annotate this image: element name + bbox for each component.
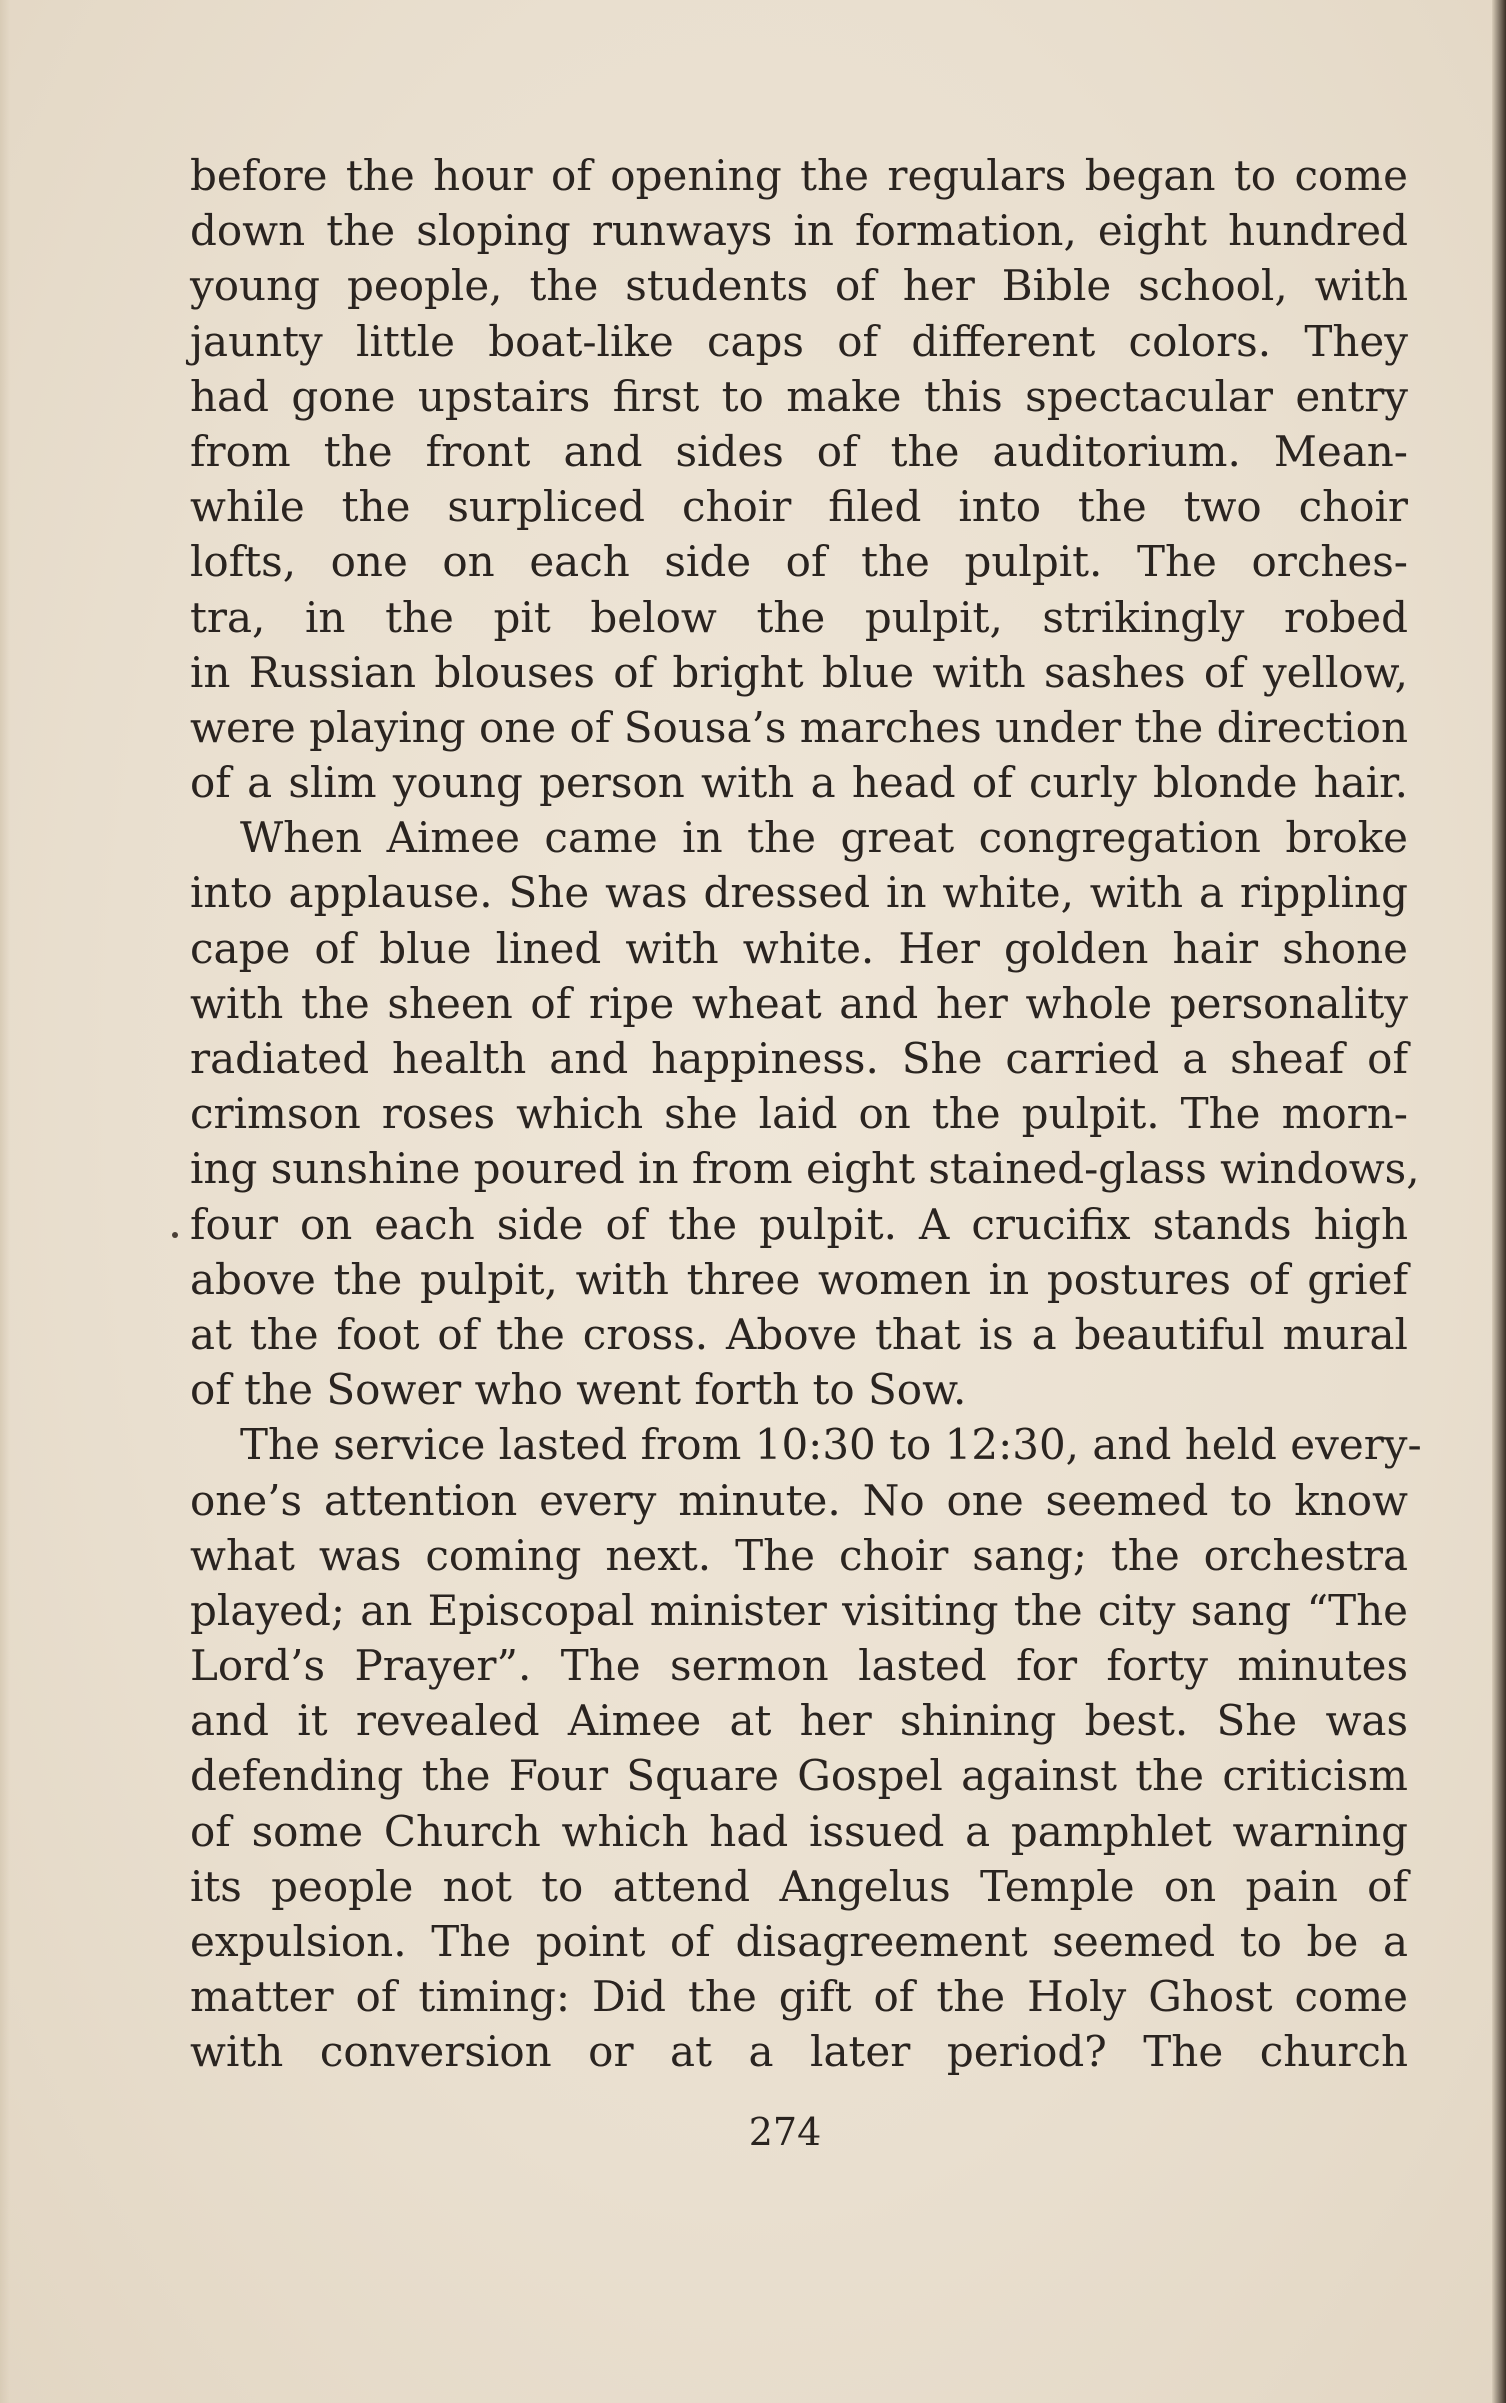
text-line: while the surpliced choir filed into the two choir (190, 482, 1408, 532)
text-line: what was coming next. The choir sang; the orchestra (190, 1530, 1408, 1580)
text-line: into applause. She was dressed in white, with a rippling (190, 868, 1408, 918)
text-line: one’s attention every minute. No one seemed to know (190, 1475, 1408, 1525)
text-line: with conversion or at a later period? The church (190, 2027, 1408, 2077)
text-line: matter of timing: Did the gift of the Holy Ghost come (190, 1972, 1408, 2022)
text-line: with the sheen of ripe wheat and her whole personality (190, 978, 1408, 1028)
body-text (190, 148, 1422, 2080)
text-line: from the front and sides of the auditorium. Mean- (190, 426, 1408, 476)
text-line: tra, in the pit below the pulpit, strikingly robed (190, 592, 1408, 642)
text-line: and it revealed Aimee at her shining best. She was (190, 1696, 1408, 1746)
text-line: were playing one of Sousa’s marches under the direction (190, 702, 1408, 752)
text-line: lofts, one on each side of the pulpit. The orches- (190, 537, 1408, 587)
text-line: at the foot of the cross. Above that is a beautiful mural (190, 1309, 1408, 1359)
text-line: before the hour of opening the regulars began to come (190, 151, 1408, 200)
text-line: had gone upstairs first to make this spectacular entry (190, 371, 1408, 421)
text-line: When Aimee came in the great congregation broke (240, 813, 1408, 863)
paragraph-1 (190, 148, 1408, 810)
text-line: of the Sower who went forth to Sow. (190, 1365, 967, 1415)
text-line: The service lasted from 10:30 to 12:30, and held every- (240, 1420, 1422, 1470)
text-line: jaunty little boat-like caps of different colors. They (190, 316, 1408, 366)
paragraph-3 (190, 1417, 1422, 2079)
text-line: young people, the students of her Bible school, with (190, 261, 1408, 311)
text-line: cape of blue lined with white. Her golden hair shone (190, 923, 1408, 973)
text-line: crimson roses which she laid on the pulpit. The morn- (190, 1089, 1408, 1139)
text-line: of some Church which had issued a pamphlet warning (190, 1806, 1408, 1856)
text-line: played; an Episcopal minister visiting the city sang “The (190, 1585, 1408, 1635)
text-line: in Russian blouses of bright blue with sashes of yellow, (190, 647, 1408, 697)
page-left-edge (0, 0, 10, 2403)
text-line: ing sunshine poured in from eight stained-glass windows, (190, 1144, 1420, 1194)
page-number: 274 (748, 2110, 822, 2154)
text-line: down the sloping runways in formation, eight hundred (190, 206, 1408, 256)
text-line: four on each side of the pulpit. A crucifix stands high (190, 1199, 1408, 1249)
paragraph-2 (190, 810, 1420, 1417)
text-line: expulsion. The point of disagreement seemed to be a (190, 1917, 1408, 1966)
margin-dot-mark (172, 1232, 178, 1238)
text-line: of a slim young person with a head of curly blonde hair. (190, 758, 1408, 808)
text-line: radiated health and happiness. She carried a sheaf of (190, 1034, 1408, 1083)
text-line: Lord’s Prayer”. The sermon lasted for forty minutes (190, 1641, 1408, 1691)
text-line: above the pulpit, with three women in postures of grief (190, 1254, 1408, 1304)
text-line: its people not to attend Angelus Temple on pain of (190, 1861, 1408, 1911)
page-right-edge-shadow (1492, 0, 1506, 2403)
text-line: defending the Four Square Gospel against the criticism (190, 1751, 1408, 1801)
